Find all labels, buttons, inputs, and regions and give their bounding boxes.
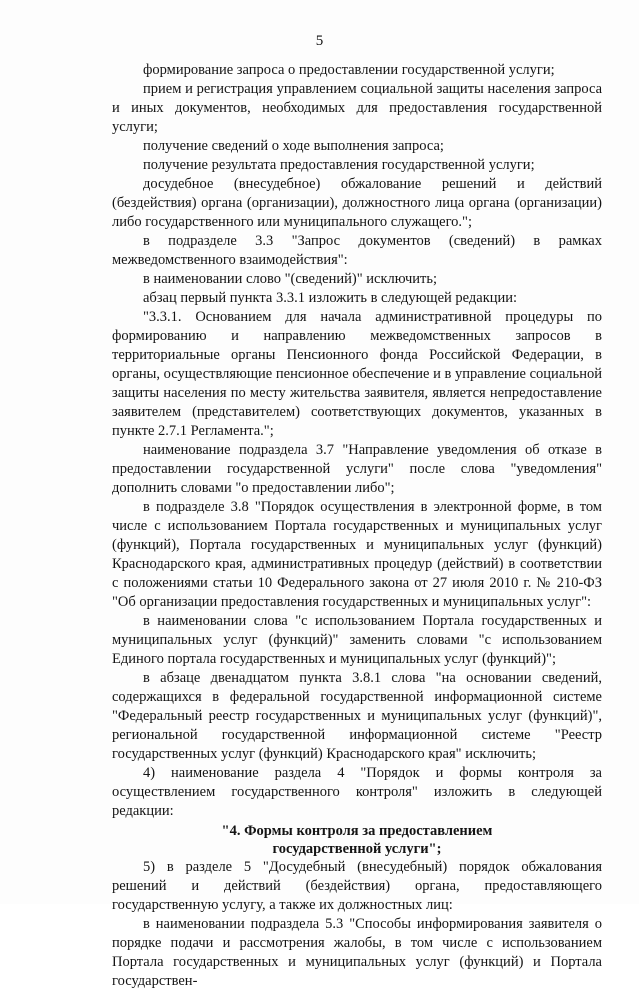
page-number: 5 [315, 33, 324, 49]
paragraph: в подразделе 3.8 "Порядок осуществления в электронной форме, в том числе с использованием Портала государственных и муниципальных услуг (функций), Портала государственных и муниципальных услуг (функций) Краснодарского края, административных процедур (действий) в соответствии с положениями статьи 10 Федерального закона от 27 июля 2010 г. № 210-ФЗ "Об организации предоставления государственных и муниципальных услуг": [112, 499, 602, 610]
paragraph: получение сведений о ходе выполнения запроса; [143, 138, 444, 154]
paragraph: в подразделе 3.3 "Запрос документов (сведений) в рамках межведомственного взаимодействия": [112, 233, 602, 268]
paragraph: абзац первый пункта 3.3.1 изложить в следующей редакции: [143, 290, 518, 306]
paragraph: 4) наименование раздела 4 "Порядок и формы контроля за осуществлением государственного контроля" изложить в следующей редакции: [112, 765, 602, 819]
paragraph: "3.3.1. Основанием для начала административной процедуры по формированию и направлению межведомственных запросов в территориальные органы Пенсионного фонда Российской Федерации, в органы, осуществляющие пенсионное обеспечение и в управление социальной защиты населения по месту жительства заявителя, является непредоставление заявителем (представителем) соответствующих документов, указанных в пункте 2.7.1 Регламента."; [112, 309, 602, 439]
paragraph: прием и регистрация управлением социальной защиты населения запроса и иных документов, необходимых для предоставления государственной услуги; [112, 81, 602, 135]
section-heading-line: государственной услуги"; [272, 841, 442, 857]
paragraph: в наименовании слова "с использованием Портала государственных и муниципальных услуг (функций)" заменить словами "с использованием Единого портала государственных и муниципальных услуг (функций)"; [112, 613, 602, 667]
paragraph: в наименовании слово "(сведений)" исключить; [143, 271, 438, 287]
section-heading [112, 822, 602, 858]
paragraph: в абзаце двенадцатом пункта 3.8.1 слова "на основании сведений, содержащихся в федеральной государственной информационной системе "Федеральный реестр государственных и муниципальных услуг (функций)", региональной государственной информационной системе "Реестр государственных услуг (функций) Краснодарского края" исключить; [112, 670, 602, 762]
document-body [112, 61, 602, 991]
paragraph: получение результата предоставления государственной услуги; [143, 157, 535, 173]
paragraph: 5) в разделе 5 "Досудебный (внесудебный) порядок обжалования решений и действий (бездействия) органа, предоставляющего государственную услугу, а также их должностных лиц: [112, 859, 602, 913]
paragraph: формирование запроса о предоставлении государственной услуги; [143, 62, 555, 78]
paragraph: досудебное (внесудебное) обжалование решений и действий (бездействия) органа (организации), должностного лица органа (организации) либо государственного или муниципального служащего."; [112, 176, 602, 230]
paragraph: в наименовании подраздела 5.3 "Способы информирования заявителя о порядке подачи и рассмотрения жалобы, в том числе с использованием Портала государственных и муниципальных услуг (функций) и Портала государствен- [112, 916, 602, 989]
paragraph: наименование подраздела 3.7 "Направление уведомления об отказе в предоставлении государственной услуги" после слова "уведомления" дополнить словами "о предоставлении либо"; [112, 442, 602, 496]
section-heading-line: "4. Формы контроля за предоставлением [221, 823, 493, 839]
